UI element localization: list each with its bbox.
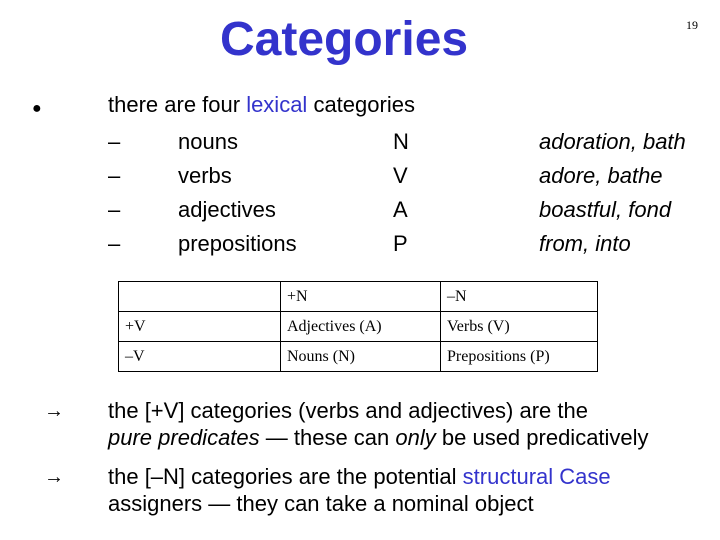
category-examples: from, into <box>539 231 631 256</box>
note-text: the [–N] categories are the potential <box>108 464 463 489</box>
category-symbol: V <box>393 163 408 188</box>
lead-sentence <box>108 92 415 118</box>
lead-text-after: categories <box>307 92 415 117</box>
table-row-header: –V <box>119 342 281 372</box>
table-row-header: +V <box>119 312 281 342</box>
dash: – <box>108 129 121 154</box>
category-name: prepositions <box>178 231 297 256</box>
emphasis: only <box>395 424 436 450</box>
bullet-icon: ● <box>32 100 42 117</box>
slide-title: Categories <box>220 13 469 66</box>
table-header-cell: –N <box>441 282 598 312</box>
note-case-assigners <box>108 464 708 518</box>
arrow-icon: → <box>44 466 64 488</box>
note-predicates <box>108 398 708 452</box>
note-highlight: structural Case <box>462 464 611 489</box>
lead-text-before: there are four <box>108 92 247 117</box>
table-cell: Verbs (V) <box>441 312 598 342</box>
table-cell: Nouns (N) <box>281 342 441 372</box>
table-row <box>119 312 598 342</box>
table-cell <box>119 282 281 312</box>
arrow-icon: → <box>44 400 64 422</box>
dash: – <box>108 231 121 256</box>
table-header-row <box>119 282 598 312</box>
dash: – <box>108 197 121 222</box>
table-cell: Prepositions (P) <box>441 342 598 372</box>
category-name: verbs <box>178 163 232 188</box>
lead-highlight: lexical <box>246 92 308 117</box>
category-symbol: A <box>393 197 408 222</box>
note-line <box>108 464 708 491</box>
category-examples: boastful, fond <box>539 197 672 222</box>
category-name: adjectives <box>178 197 276 222</box>
note-text: — these can <box>259 424 396 450</box>
category-examples: adoration, bath <box>539 129 686 154</box>
note-line <box>108 425 708 452</box>
note-line: assigners — they can take a nominal object <box>108 490 534 516</box>
emphasis: pure predicates <box>108 424 260 450</box>
category-symbol: P <box>393 231 408 256</box>
category-examples: adore, bathe <box>539 163 663 188</box>
feature-table <box>118 281 598 372</box>
table-cell: Adjectives (A) <box>281 312 441 342</box>
note-line: the [+V] categories (verbs and adjectives) are the <box>108 398 588 423</box>
page-number: 19 <box>686 18 698 32</box>
table-row <box>119 342 598 372</box>
category-name: nouns <box>178 129 238 154</box>
category-symbol: N <box>393 129 409 154</box>
table-header-cell: +N <box>281 282 441 312</box>
dash: – <box>108 163 121 188</box>
note-text: be used predicatively <box>435 424 649 450</box>
